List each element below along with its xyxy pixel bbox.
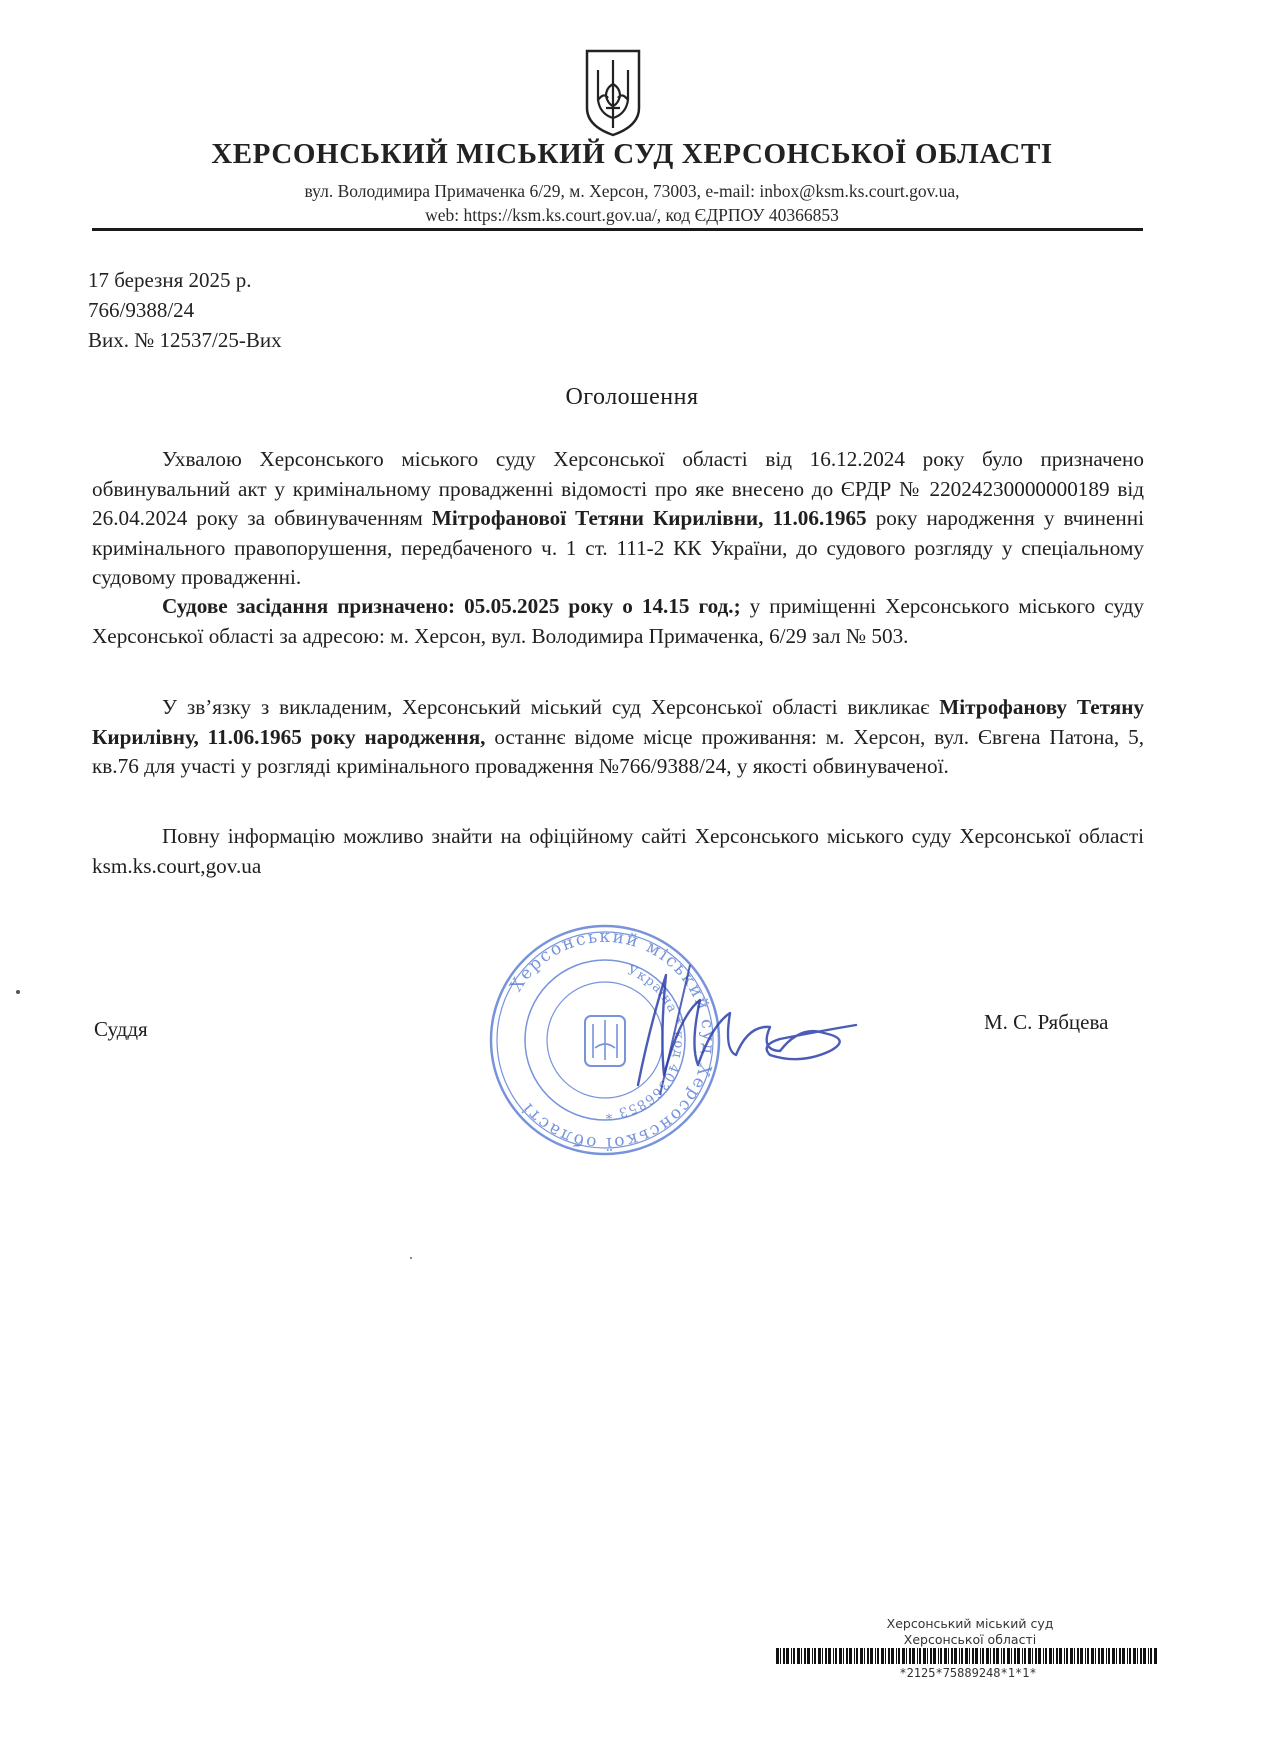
- court-address: вул. Володимира Примаченка 6/29, м. Херсон, 73003, e-mail: inbox@ksm.ks.court.gov.ua,: [304, 181, 960, 201]
- handwritten-signature-icon: [620, 955, 860, 1105]
- barcode-icon: [776, 1648, 1160, 1664]
- paragraph-website-info: Повну інформацію можливо знайти на офіційному сайті Херсонського міського суду Херсонської області ksm.ks.court,gov.ua: [92, 824, 1144, 878]
- paragraph-text: року народження у вчиненні кримінального правопорушення, передбаченого ч. 1 ст. 111-2 КК України, до судового розгляду у спеціальному судовому провадженні.: [92, 506, 1144, 589]
- barcode-text: *2125*75889248*1*1*: [899, 1666, 1037, 1680]
- scan-speck: [410, 1257, 412, 1259]
- paragraph-text: У зв’язку з викладеним, Херсонський міський суд Херсонської області викликає: [162, 695, 940, 719]
- signature-role: Суддя: [94, 1017, 148, 1041]
- paragraph-hearing: [92, 592, 1144, 651]
- registration-court-line2: Херсонської області: [903, 1632, 1037, 1647]
- hearing-date-bold: Судове засідання призначено: 05.05.2025 року о 14.15 год.;: [162, 594, 741, 618]
- paragraph-summons: [92, 693, 1144, 782]
- header-divider: [92, 228, 1143, 231]
- case-number: 766/9388/24: [88, 298, 195, 322]
- coat-of-arms-icon: [582, 48, 644, 138]
- paragraph-ruling: [92, 445, 1144, 593]
- summoned-person-bold: Мітрофанову Тетяну Кирилівну, 11.06.1965 року народження,: [92, 695, 1144, 749]
- judge-name: М. С. Рябцева: [984, 1010, 1109, 1034]
- paragraph-text: останнє відоме місце проживання: м. Херсон, вул. Євгена Патона, 5, кв.76 для участі у розгляді кримінального провадження №766/9388/24, у якості обвинуваченої.: [92, 724, 1144, 778]
- seal-outer-text: Херсонський міський суд Херсонської області: [506, 926, 719, 1154]
- court-web-code: web: https://ksm.ks.court.gov.ua/, код ЄДРПОУ 40366853: [425, 205, 839, 225]
- outgoing-number: Вих. № 12537/25-Вих: [88, 328, 282, 352]
- document-date: 17 березня 2025 р.: [88, 268, 252, 292]
- defendant-name-bold: Мітрофанової Тетяни Кирилівни, 11.06.1965: [431, 506, 867, 530]
- paragraph-text: Ухвалою Херсонського міського суду Херсонської області від 16.12.2024 року було призначено обвинувальний акт у кримінальному провадженні відомості про яке внесено до ЄРДР № 22024230000000189 від 26.04.2024 року за обвинуваченням: [92, 447, 1144, 530]
- document-title: Оголошення: [565, 384, 699, 410]
- scan-speck: [16, 990, 20, 994]
- court-name: ХЕРСОНСЬКИЙ МІСЬКИЙ СУД ХЕРСОНСЬКОЇ ОБЛАСТІ: [211, 138, 1053, 170]
- registration-court-line1: Херсонський міський суд: [886, 1616, 1054, 1631]
- seal-inner-text: Україна * код 40366853 *: [604, 963, 687, 1122]
- paragraph-text: у приміщенні Херсонського міського суду Херсонської області за адресою: м. Херсон, вул. Володимира Примаченка, 6/29 зал № 503.: [92, 594, 1144, 648]
